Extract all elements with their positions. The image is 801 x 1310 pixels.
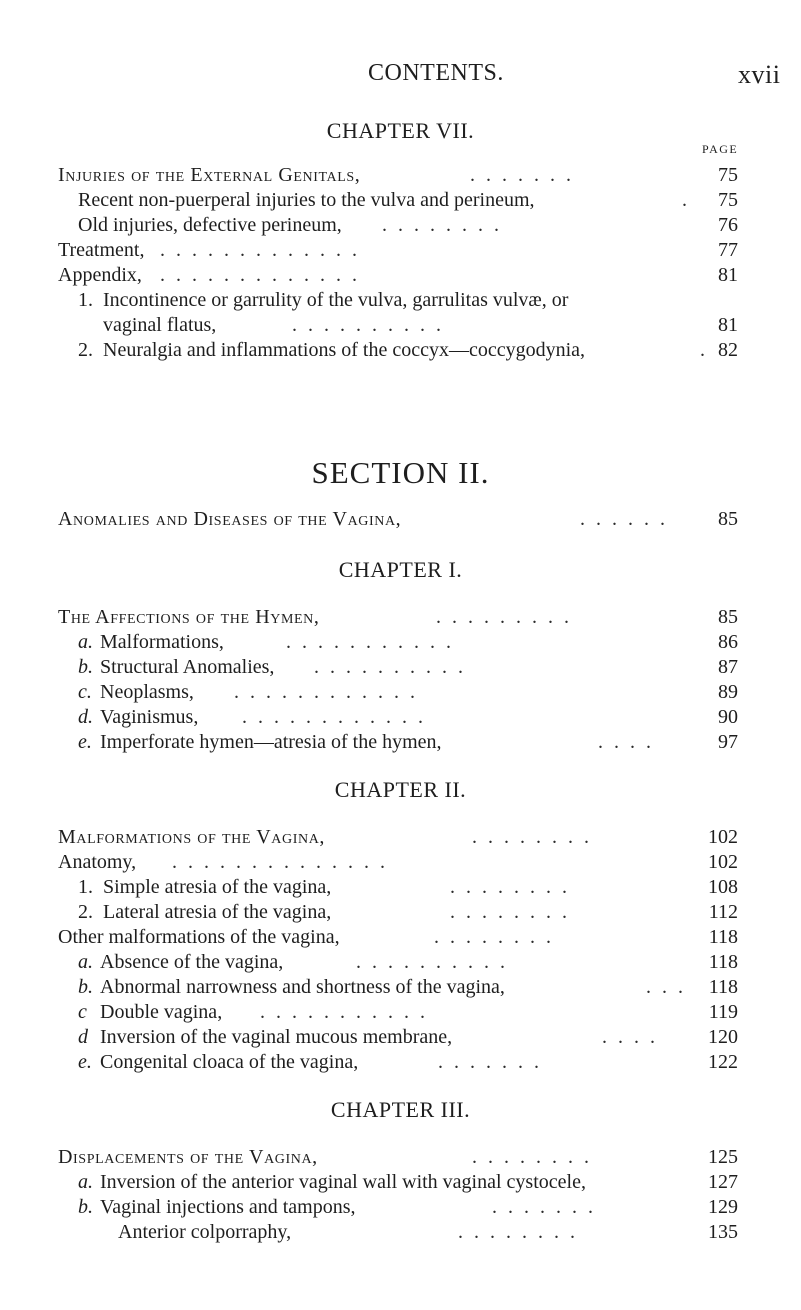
toc-entry-page: 135	[708, 1221, 738, 1243]
toc-entry[interactable]	[0, 1195, 801, 1219]
toc-entry-number: 2.	[78, 339, 93, 361]
toc-entry-page: 76	[718, 214, 738, 236]
toc-entry-page: 119	[708, 1001, 738, 1023]
toc-entry-page: 129	[708, 1196, 738, 1218]
leader-dots: . . . . . . . . . . . . . .	[172, 851, 388, 873]
toc-entry[interactable]	[0, 213, 801, 237]
toc-entry-title: Absence of the vagina,	[100, 951, 284, 973]
toc-entry-title: Inversion of the anterior vaginal wall with vaginal cystocele,	[100, 1171, 586, 1193]
toc-entry-title: Malformations of the Vagina,	[58, 826, 326, 848]
leader-dots: . . . . . . . . . .	[314, 656, 466, 678]
toc-entry-number: a.	[78, 1171, 93, 1193]
toc-entry-number: d	[78, 1026, 88, 1048]
toc-entry-page: 89	[718, 681, 738, 703]
toc-entry-title: Neuralgia and inflammations of the coccyx—coccygodynia,	[103, 339, 586, 361]
toc-entry-title: Neoplasms,	[100, 681, 194, 703]
toc-entry-page: 108	[708, 876, 738, 898]
toc-entry-page: 81	[718, 314, 738, 336]
leader-dots: . . . . . . . . . .	[292, 314, 444, 336]
toc-entry-title: Other malformations of the vagina,	[58, 926, 340, 948]
toc-entry-title: Structural Anomalies,	[100, 656, 275, 678]
toc-entry-page: 118	[708, 951, 738, 973]
toc-entry[interactable]	[0, 188, 801, 212]
toc-entry-page: 122	[708, 1051, 738, 1073]
leader-dots: . . . . . . . .	[450, 876, 570, 898]
toc-entry-number: c.	[78, 681, 92, 703]
leader-dots: . . . . . . . .	[472, 1146, 592, 1168]
toc-entry[interactable]	[0, 288, 801, 312]
section-ii-heading: SECTION II.	[311, 455, 490, 490]
toc-entry-title: Inversion of the vaginal mucous membrane,	[100, 1026, 453, 1048]
toc-entry-title: Double vagina,	[100, 1001, 223, 1023]
toc-entry[interactable]	[0, 825, 801, 849]
toc-entry-number: e.	[78, 731, 92, 753]
toc-entry-page: 85	[718, 508, 738, 530]
toc-entry[interactable]	[0, 1170, 801, 1194]
toc-entry[interactable]	[0, 1025, 801, 1049]
toc-entry-page: 75	[718, 189, 738, 211]
chapter-iii-heading: CHAPTER III.	[330, 1097, 471, 1122]
leader-dots: . . . . . . . . . . .	[260, 1001, 428, 1023]
toc-entry[interactable]	[0, 975, 801, 999]
toc-entry-title: Anatomy,	[58, 851, 137, 873]
leader-dots: . . . . . . . . . .	[356, 951, 508, 973]
leader-dots: .	[682, 189, 690, 211]
running-head-title: CONTENTS.	[368, 60, 504, 86]
leader-dots: . . . . . .	[580, 508, 668, 530]
toc-entry-title: Displacements of the Vagina,	[58, 1146, 318, 1168]
toc-entry-page: 127	[708, 1171, 738, 1193]
leader-dots: . . . .	[602, 1026, 658, 1048]
toc-entry[interactable]	[0, 705, 801, 729]
toc-entry-number: b.	[78, 656, 93, 678]
leader-dots: . . . . . . . . . . . . .	[160, 264, 360, 286]
chapter-vii-heading: CHAPTER VII.	[326, 118, 475, 143]
toc-entry-page: 87	[718, 656, 738, 678]
leader-dots: . . . .	[598, 731, 654, 753]
leader-dots: . . . . . . .	[492, 1196, 596, 1218]
toc-entry-title: Injuries of the External Genitals,	[58, 164, 361, 186]
toc-entry-number: a.	[78, 951, 93, 973]
toc-entry-title: Recent non-puerperal injuries to the vulva and perineum,	[78, 189, 535, 211]
toc-entry-title: Incontinence or garrulity of the vulva, garrulitas vulvæ, or	[103, 289, 569, 311]
toc-entry-page: 125	[708, 1146, 738, 1168]
chapter-i-heading: CHAPTER I.	[338, 557, 463, 582]
toc-entry-title: Malformations,	[100, 631, 224, 653]
toc-entry[interactable]	[0, 1000, 801, 1024]
toc-entry-title: Appendix,	[58, 264, 142, 286]
toc-entry[interactable]	[0, 163, 801, 187]
leader-dots: . . . . . . . . . . .	[286, 631, 454, 653]
toc-entry-number: 1.	[78, 876, 93, 898]
leader-dots: . . . . . . . . . . . . .	[160, 239, 360, 261]
leader-dots: . . . . . . . .	[434, 926, 554, 948]
toc-entry-number: 1.	[78, 289, 93, 311]
chapter-ii-heading: CHAPTER II.	[334, 777, 467, 802]
toc-entry-number: c	[78, 1001, 87, 1023]
toc-entry-page: 118	[708, 926, 738, 948]
toc-entry[interactable]	[0, 875, 801, 899]
running-head-page-number: xvii	[738, 60, 781, 89]
leader-dots: . . . . . . . . . . . .	[242, 706, 426, 728]
toc-entry-page: 90	[718, 706, 738, 728]
toc-entry[interactable]	[0, 1145, 801, 1169]
leader-dots: . . . . . . . .	[382, 214, 502, 236]
toc-entry-page: 75	[718, 164, 738, 186]
toc-entry-title: Congenital cloaca of the vagina,	[100, 1051, 359, 1073]
toc-entry[interactable]	[0, 680, 801, 704]
leader-dots: . . . . . . . .	[450, 901, 570, 923]
toc-entry-page: 102	[708, 851, 738, 873]
toc-entry-number: 2.	[78, 901, 93, 923]
toc-entry-number: b.	[78, 1196, 93, 1218]
toc-entry[interactable]	[0, 263, 801, 287]
toc-entry-number: d.	[78, 706, 93, 728]
toc-entry[interactable]	[0, 1050, 801, 1074]
toc-entry-page: 120	[708, 1026, 738, 1048]
toc-entry[interactable]	[0, 950, 801, 974]
toc-entry-page: 97	[718, 731, 738, 753]
toc-entry[interactable]	[0, 1220, 801, 1244]
toc-entry-title: Treatment,	[58, 239, 145, 261]
toc-entry[interactable]	[0, 850, 801, 874]
toc-entry-page: 86	[718, 631, 738, 653]
leader-dots: . . . . . . .	[470, 164, 574, 186]
toc-entry-page: 81	[718, 264, 738, 286]
toc-entry[interactable]	[0, 338, 801, 362]
leader-dots: . . . . . . . . . . . .	[234, 681, 418, 703]
toc-entry-page: 82	[718, 339, 738, 361]
leader-dots: .	[700, 339, 708, 361]
toc-entry-page: 118	[708, 976, 738, 998]
toc-entry[interactable]	[0, 655, 801, 679]
toc-entry[interactable]	[0, 605, 801, 629]
toc-entry-title: The Affections of the Hymen,	[58, 606, 320, 628]
toc-entry-continuation[interactable]	[0, 313, 801, 337]
toc-entry-title: Simple atresia of the vagina,	[103, 876, 332, 898]
page-column-label: PAGE	[702, 142, 739, 156]
leader-dots: . . . . . . . . .	[436, 606, 572, 628]
toc-entry-number: b.	[78, 976, 93, 998]
toc-entry-title: Lateral atresia of the vagina,	[103, 901, 332, 923]
toc-entry-page: 77	[718, 239, 738, 261]
toc-entry-title: Imperforate hymen—atresia of the hymen,	[100, 731, 442, 753]
toc-entry[interactable]	[0, 630, 801, 654]
toc-entry[interactable]	[0, 730, 801, 754]
leader-dots: . . . . . . . .	[472, 826, 592, 848]
leader-dots: . . . . . . . .	[458, 1221, 578, 1243]
toc-entry-page: 112	[708, 901, 738, 923]
toc-entry-title: Vaginal injections and tampons,	[100, 1196, 356, 1218]
toc-entry-page: 85	[718, 606, 738, 628]
toc-entry-number: a.	[78, 631, 93, 653]
toc-entry[interactable]	[0, 925, 801, 949]
toc-entry[interactable]	[0, 238, 801, 262]
toc-entry-page: 102	[708, 826, 738, 848]
toc-entry[interactable]	[0, 900, 801, 924]
toc-entry[interactable]	[0, 507, 801, 531]
toc-entry-title: Anomalies and Diseases of the Vagina,	[58, 508, 402, 530]
toc-entry-title: Anterior colporraphy,	[118, 1221, 292, 1243]
toc-entry-number: e.	[78, 1051, 92, 1073]
leader-dots: . . . . . . .	[438, 1051, 542, 1073]
toc-entry-title: Vaginismus,	[100, 706, 199, 728]
toc-entry-title: Abnormal narrowness and shortness of the vagina,	[100, 976, 505, 998]
leader-dots: . . .	[646, 976, 686, 998]
toc-entry-title-continued: vaginal flatus,	[103, 314, 217, 336]
toc-entry-title: Old injuries, defective perineum,	[78, 214, 342, 236]
